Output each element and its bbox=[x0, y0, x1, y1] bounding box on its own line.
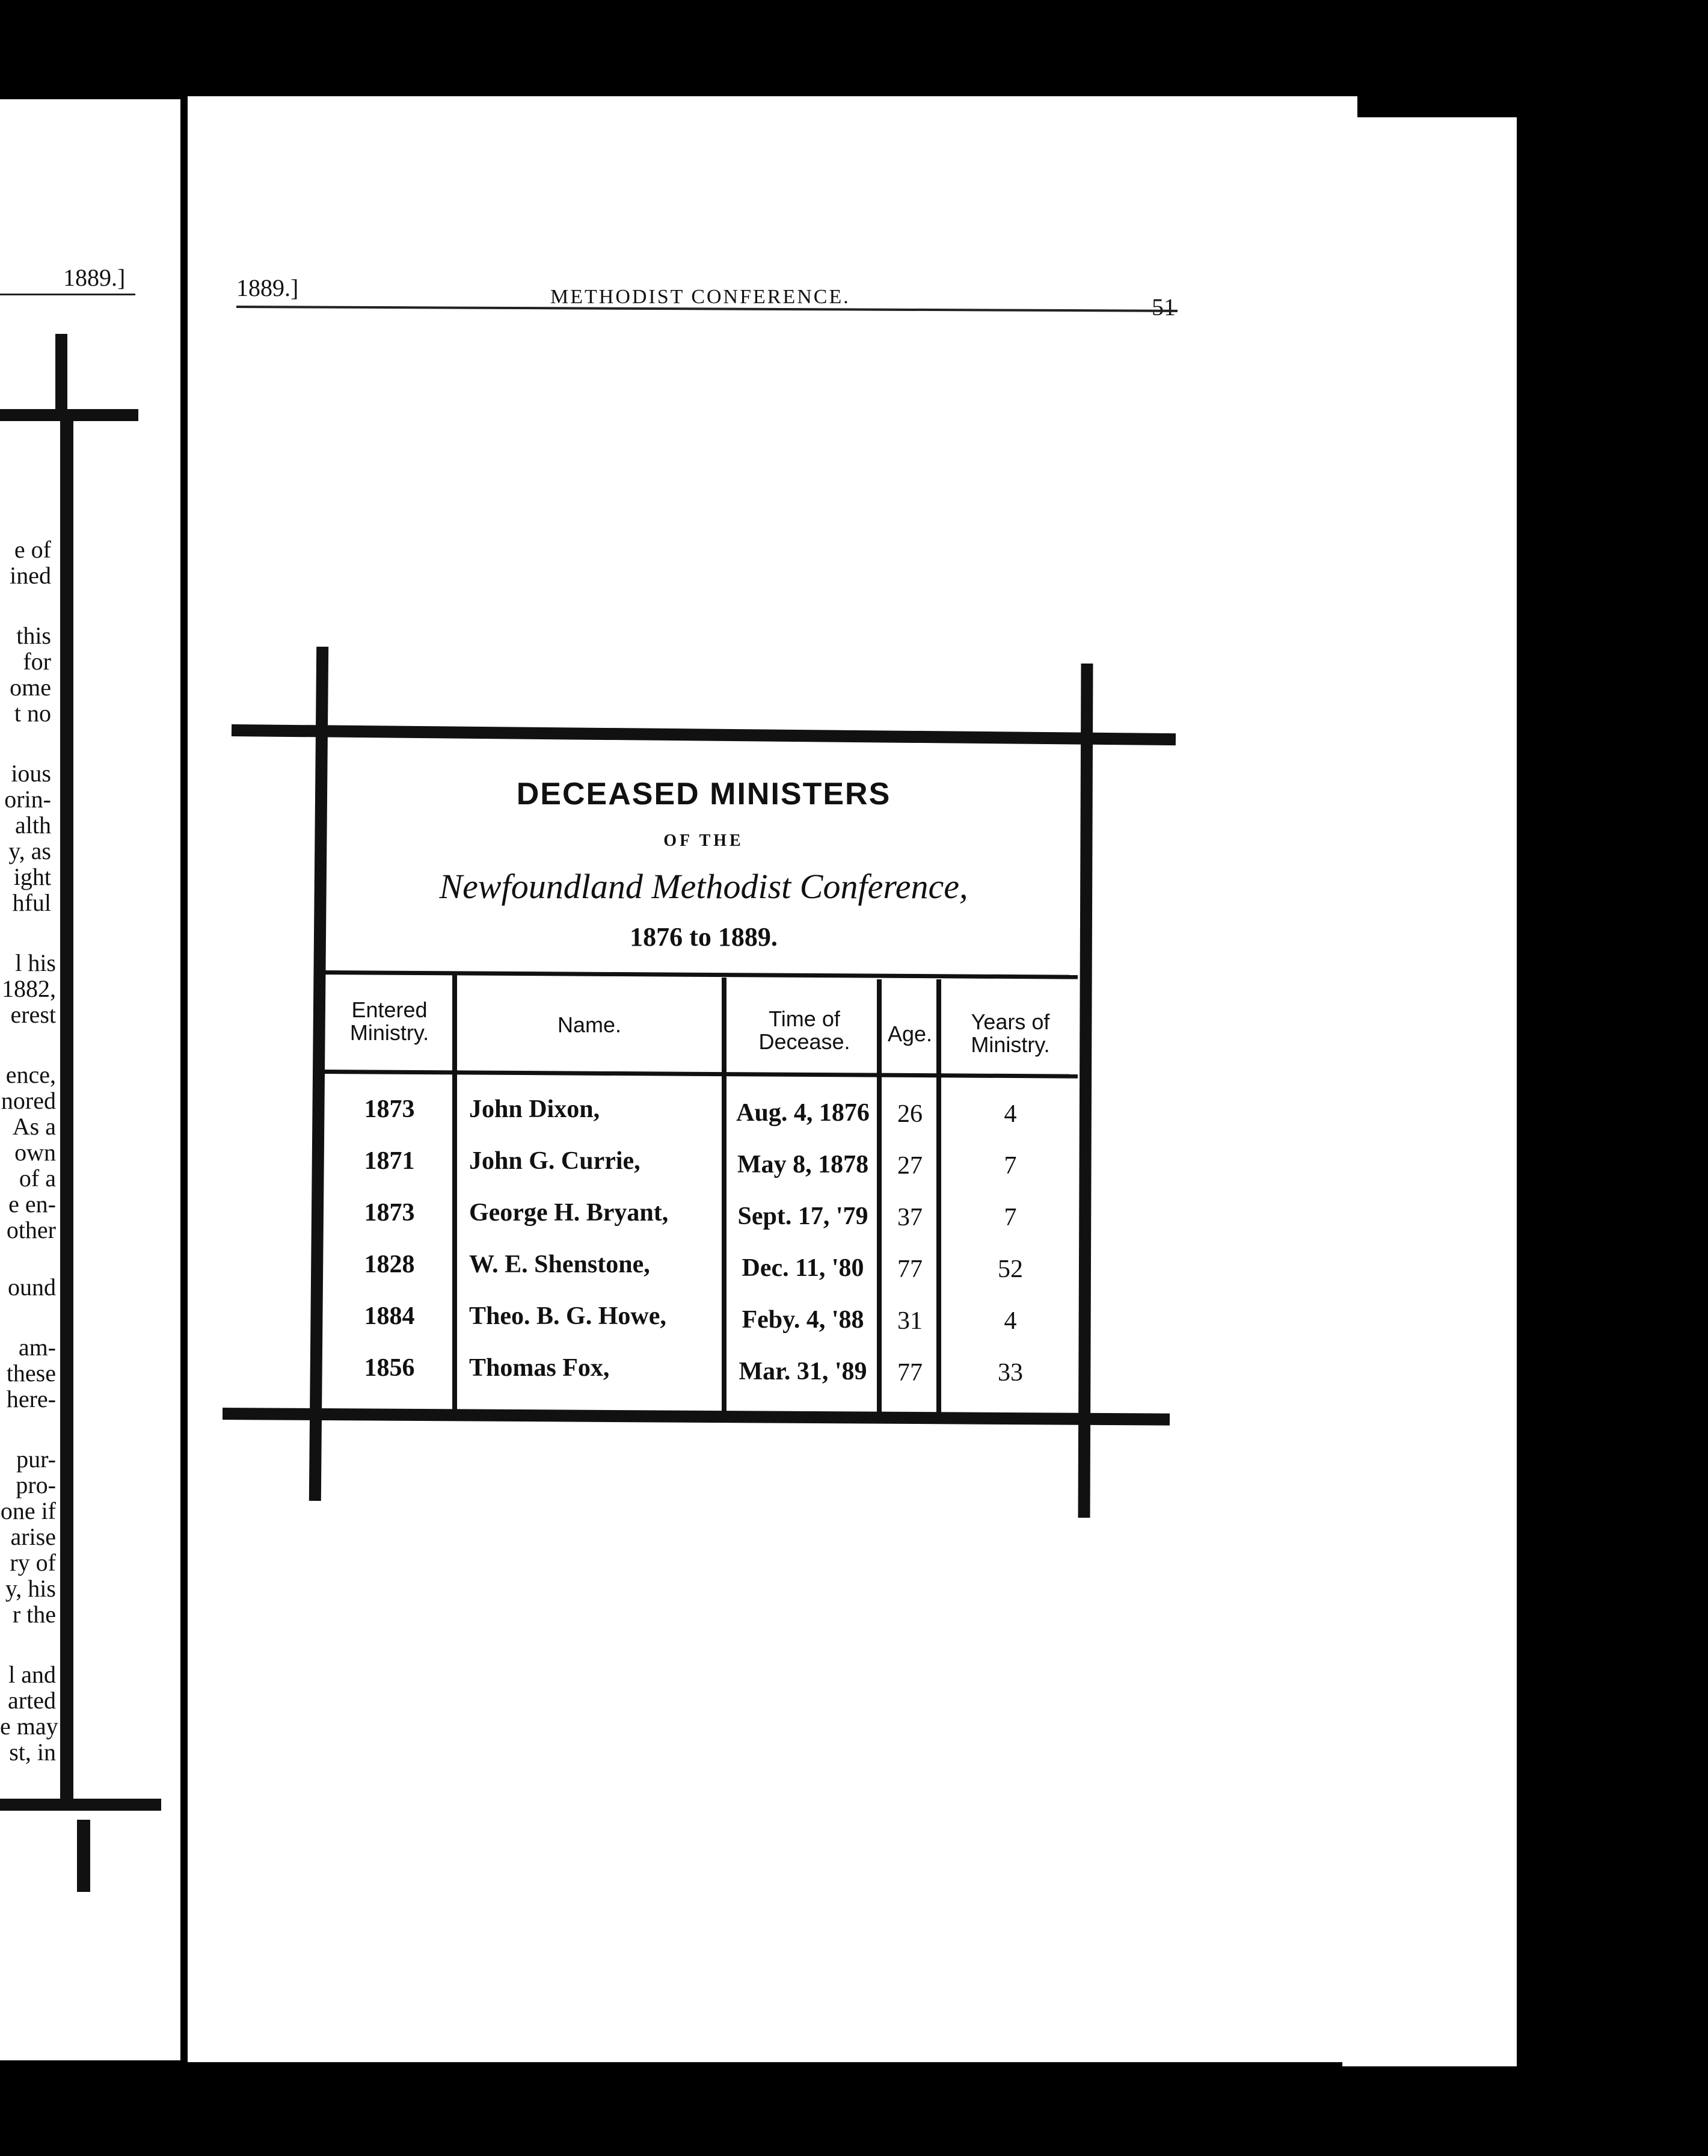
left-page-line: nored bbox=[1, 1087, 56, 1114]
cell-years: 52 bbox=[998, 1255, 1023, 1283]
left-page-line: alth bbox=[15, 812, 51, 839]
left-page-line: of a bbox=[19, 1165, 56, 1192]
cell-name: Theo. B. G. Howe, bbox=[469, 1302, 666, 1330]
left-page-line: here- bbox=[6, 1385, 56, 1412]
column-rule-3 bbox=[877, 979, 882, 1418]
left-page-line: y, as bbox=[8, 837, 51, 864]
column-header-entered: Entered Ministry. bbox=[349, 997, 429, 1045]
cell-entered: 1856 bbox=[364, 1354, 415, 1382]
cell-name: George H. Bryant, bbox=[469, 1199, 669, 1227]
cell-entered: 1871 bbox=[364, 1147, 415, 1175]
column-rule-2 bbox=[722, 978, 727, 1417]
back-page bbox=[1342, 117, 1517, 2066]
left-page-line: this bbox=[16, 622, 51, 649]
cell-age: 26 bbox=[897, 1100, 923, 1128]
column-header-age: Age. bbox=[887, 1021, 933, 1046]
cell-entered: 1873 bbox=[364, 1199, 415, 1227]
left-page-line: e en- bbox=[8, 1190, 56, 1218]
cell-entered: 1828 bbox=[364, 1251, 415, 1278]
running-header-title: METHODIST CONFERENCE. bbox=[550, 286, 850, 308]
left-page-line: l his bbox=[15, 949, 56, 976]
left-page-line: ious bbox=[11, 760, 51, 787]
main-page bbox=[188, 96, 1357, 2062]
left-page-header: 1889.] bbox=[63, 264, 126, 291]
running-header-year: 1889.] bbox=[236, 274, 299, 301]
cell-age: 77 bbox=[897, 1255, 923, 1283]
left-page-line: erest bbox=[10, 1001, 56, 1028]
cell-years: 4 bbox=[1004, 1307, 1017, 1335]
left-page-line: for bbox=[23, 648, 51, 675]
page-number: 51 bbox=[1152, 294, 1176, 321]
left-page-line: arted bbox=[8, 1687, 56, 1714]
left-page-line: orin- bbox=[4, 786, 51, 813]
cell-time: Sept. 17, '79 bbox=[737, 1203, 868, 1230]
cell-time: Dec. 11, '80 bbox=[742, 1254, 864, 1282]
cell-age: 31 bbox=[897, 1307, 923, 1335]
table-subtitle: OF THE bbox=[663, 831, 744, 850]
cell-time: Feby. 4, '88 bbox=[742, 1306, 864, 1334]
cell-years: 7 bbox=[1004, 1204, 1017, 1231]
left-page-line: y, his bbox=[5, 1575, 56, 1602]
left-page-line: e of bbox=[14, 536, 51, 563]
cell-time: Aug. 4, 1876 bbox=[736, 1099, 870, 1127]
cell-years: 7 bbox=[1004, 1152, 1017, 1180]
left-page-line: ined bbox=[10, 562, 51, 589]
cell-entered: 1884 bbox=[364, 1302, 415, 1330]
left-page-line: ry of bbox=[10, 1549, 56, 1576]
left-page-line: t no bbox=[14, 700, 51, 727]
left-page-line: own bbox=[14, 1139, 56, 1166]
cell-time: May 8, 1878 bbox=[737, 1151, 869, 1178]
left-page-line: these bbox=[6, 1360, 56, 1387]
column-header-time: Time of Decease. bbox=[758, 1006, 850, 1054]
left-page-line: other bbox=[6, 1216, 56, 1243]
cell-name: John Dixon, bbox=[469, 1095, 600, 1123]
cell-age: 37 bbox=[897, 1204, 923, 1231]
left-page-line: hful bbox=[12, 889, 51, 916]
cell-entered: 1873 bbox=[364, 1095, 415, 1123]
left-bar-bottom-horizontal bbox=[0, 1799, 161, 1811]
cell-name: John G. Currie, bbox=[469, 1147, 640, 1175]
cell-age: 27 bbox=[897, 1152, 923, 1180]
left-bar-top-vertical bbox=[55, 334, 67, 409]
conference-name: Newfoundland Methodist Conference, bbox=[439, 867, 968, 906]
column-header-name: Name. bbox=[557, 1012, 622, 1037]
left-page-line: pur- bbox=[16, 1446, 56, 1473]
left-page-line: r the bbox=[12, 1601, 56, 1628]
cell-years: 4 bbox=[1004, 1100, 1017, 1128]
date-range: 1876 to 1889. bbox=[630, 922, 778, 952]
left-page-line: 1882, bbox=[2, 975, 56, 1002]
column-rule-4 bbox=[936, 979, 941, 1418]
left-page-line: ence, bbox=[5, 1061, 56, 1088]
left-page-line: l and bbox=[8, 1661, 56, 1688]
left-page-line: am- bbox=[18, 1334, 56, 1361]
left-page-line: pro- bbox=[16, 1471, 56, 1498]
table-title: DECEASED MINISTERS bbox=[516, 777, 891, 812]
left-page-line: e may bbox=[0, 1713, 58, 1740]
left-bar-vertical bbox=[60, 409, 73, 1811]
left-page-line: one if bbox=[0, 1497, 56, 1524]
left-header-rule bbox=[0, 294, 135, 295]
left-page-line: ome bbox=[10, 674, 51, 701]
cell-years: 33 bbox=[998, 1359, 1023, 1387]
left-page-line: ound bbox=[8, 1274, 56, 1301]
left-page-line: ight bbox=[13, 863, 51, 890]
cell-time: Mar. 31, '89 bbox=[739, 1358, 867, 1385]
cell-name: Thomas Fox, bbox=[469, 1354, 610, 1382]
cell-age: 77 bbox=[897, 1359, 923, 1387]
left-page-line: arise bbox=[10, 1523, 56, 1550]
column-header-years: Years of Ministry. bbox=[971, 1009, 1050, 1057]
left-page-line: st, in bbox=[9, 1739, 56, 1766]
cell-name: W. E. Shenstone, bbox=[469, 1251, 650, 1278]
left-page-line: As a bbox=[12, 1113, 56, 1140]
column-rule-1 bbox=[452, 975, 457, 1414]
left-bar-bottom-vertical bbox=[77, 1820, 90, 1892]
